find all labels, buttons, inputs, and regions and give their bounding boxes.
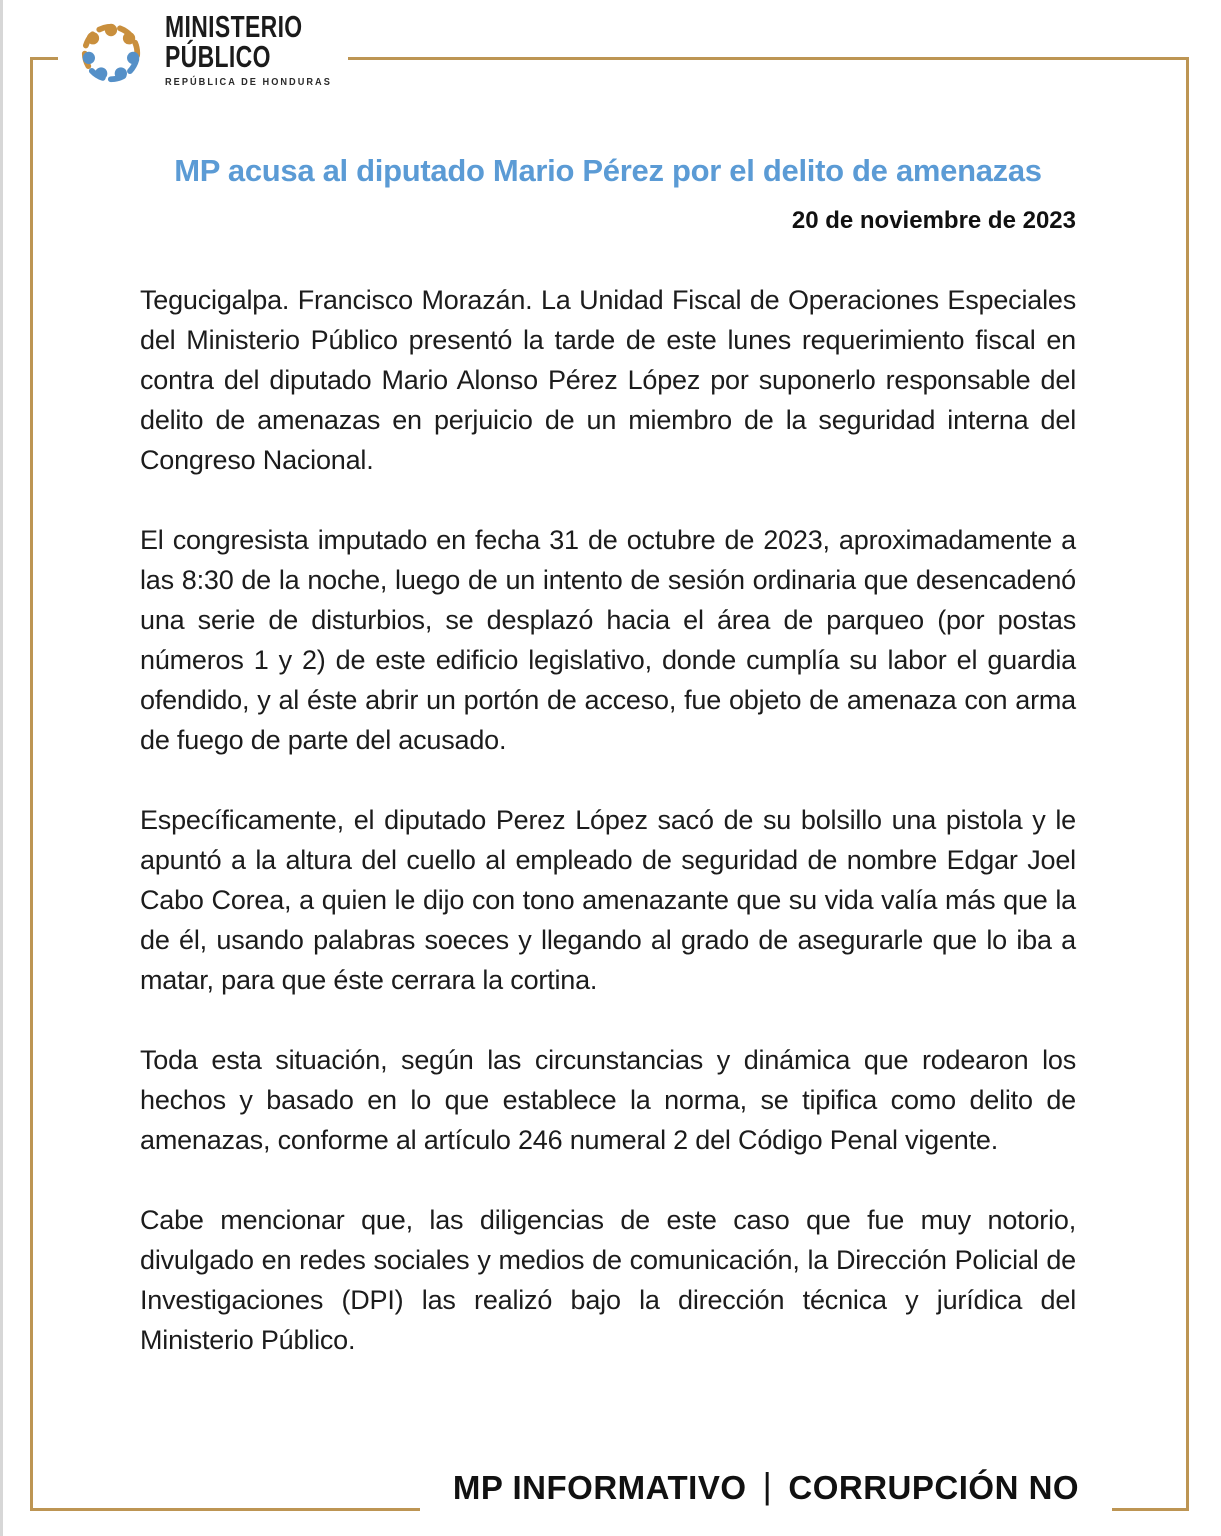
- scan-edge-strip: [0, 0, 3, 1536]
- paragraph: Específicamente, el diputado Perez López sacó de su bolsillo una pistola y le apuntó a la altura del cuello al empleado de seguridad de nombre Edgar Joel Cabo Corea, a quien le dijo con tono amenazante que su vida valía más que la de él, usando palabras soeces y llegando al grado de asegurarle que lo iba a matar, para que éste cerrara la cortina.: [140, 805, 1076, 995]
- logo-subtitle: REPÚBLICA DE HONDURAS: [165, 77, 332, 88]
- article-date: 20 de noviembre de 2023: [791, 207, 1076, 234]
- footer-separator: |: [762, 1465, 773, 1506]
- paragraph: Cabe mencionar que, las diligencias de este caso que fue muy notorio, divulgado en redes sociales y medios de comunicación, la Dirección Policial de Investigaciones (DPI) las realizó bajo la dirección técnica y jurídica del Ministerio Público.: [140, 1205, 1076, 1355]
- people-circle-logo-icon: [70, 10, 152, 96]
- logo-wordmark: [165, 9, 351, 90]
- logo-name-line1: MINISTERIO: [165, 9, 303, 44]
- footer-corrupcion-no: CORRUPCIÓN NO: [788, 1469, 1080, 1506]
- paragraph: El congresista imputado en fecha 31 de octubre de 2023, aproximadamente a las 8:30 de la noche, luego de un intento de sesión ordinaria que desencadenó una serie de disturbios, se desplazó hacia el área de parqueo (por postas números 1 y 2) de este edificio legislativo, donde cumplía su labor el guardia ofendido, y al éste abrir un portón de acceso, fue objeto de amenaza con arma de fuego de parte del acusado.: [140, 525, 1076, 755]
- article-paragraphs: [140, 280, 1076, 1360]
- press-release-body: [140, 152, 1076, 1360]
- logo-name-line2: PÚBLICO: [165, 39, 271, 74]
- footer-mp-informativo: MP INFORMATIVO: [452, 1469, 747, 1506]
- footer-banner: [420, 1462, 1112, 1514]
- paragraph: Tegucigalpa. Francisco Morazán. La Unidad Fiscal de Operaciones Especiales del Ministerio Público presentó la tarde de este lunes requerimiento fiscal en contra del diputado Mario Alonso Pérez López por suponerlo responsable del delito de amenazas en perjuicio de un miembro de la seguridad interna del Congreso Nacional.: [140, 285, 1076, 475]
- ministerio-publico-logo: [58, 0, 348, 108]
- article-title: MP acusa al diputado Mario Pérez por el delito de amenazas: [174, 153, 1042, 188]
- paragraph: Toda esta situación, según las circunstancias y dinámica que rodearon los hechos y basado en lo que establece la norma, se tipifica como delito de amenazas, conforme al artículo 246 numeral 2 del Código Penal vigente.: [140, 1045, 1076, 1155]
